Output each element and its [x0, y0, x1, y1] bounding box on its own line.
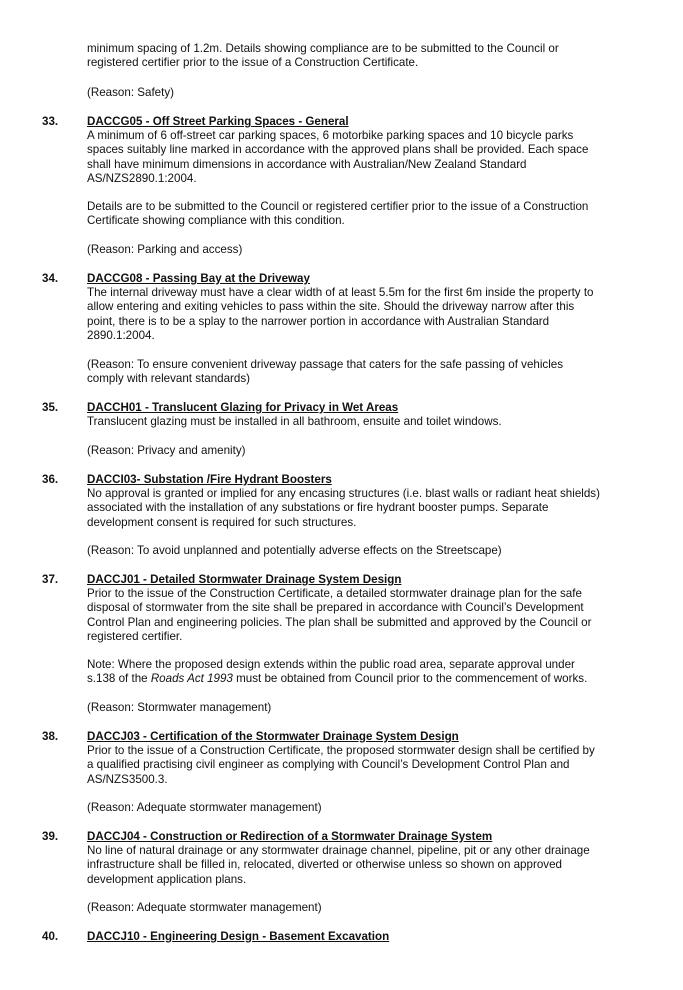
text-line: disposal of stormwater from the site shall be prepared in accordance with Council’s Development — [87, 601, 584, 615]
condition-number: 33. — [42, 115, 59, 128]
condition-reason: (Reason: Stormwater management) — [87, 701, 272, 714]
text-line: development consent is required for such structures. — [87, 515, 357, 529]
note-text: must be obtained from Council prior to the commencement of works. — [232, 672, 588, 686]
text-line: 2890.1:2004. — [87, 329, 155, 343]
text-line: a qualified practising civil engineer as complying with Council’s Development Control Plan and — [87, 758, 570, 772]
condition-note — [87, 658, 647, 687]
text-line — [87, 672, 647, 686]
text-line: allow entering and exiting vehicles to pass within the site. Should the driveway narrow after this — [87, 300, 575, 314]
condition-heading: DACCG05 - Off Street Parking Spaces - General — [87, 115, 349, 128]
text-line: Control Plan and engineering policies. The plan shall be submitted and approved by the Council or — [87, 615, 592, 629]
text-line: development application plans. — [87, 872, 247, 886]
condition-heading: DACCG08 - Passing Bay at the Driveway — [87, 272, 310, 285]
condition-number: 37. — [42, 573, 59, 586]
text-line: shall have minimum dimensions in accordance with Australian/New Zealand Standard — [87, 157, 527, 171]
condition-heading: DACCJ03 - Certification of the Stormwater Drainage System Design — [87, 730, 459, 743]
text-line: Prior to the issue of the Construction Certificate, a detailed stormwater drainage plan for the safe — [87, 587, 582, 600]
condition-number: 40. — [42, 930, 59, 943]
text-line: spaces suitably line marked in accordance with the approved plans shall be provided. Each space — [87, 143, 589, 157]
text-line: A minimum of 6 off-street car parking spaces, 6 motorbike parking spaces and 10 bicycle parks — [87, 129, 574, 142]
condition-body — [87, 587, 647, 645]
condition-reason: (Reason: Privacy and amenity) — [87, 444, 246, 457]
condition-reason: (Reason: To avoid unplanned and potentially adverse effects on the Streetscape) — [87, 544, 502, 557]
text-line: AS/NZS3500.3. — [87, 772, 168, 786]
text-line: (Reason: To ensure convenient driveway passage that caters for the safe passing of vehicles — [87, 358, 564, 371]
condition-number: 34. — [42, 272, 59, 285]
text-line: associated with the installation of any substations or fire hydrant booster pumps. Separate — [87, 501, 549, 515]
condition-body — [87, 200, 647, 229]
condition-body — [87, 286, 647, 344]
condition-reason: (Reason: Adequate stormwater management) — [87, 901, 322, 914]
text-line: Certificate showing compliance with this condition. — [87, 214, 345, 228]
text-line: AS/NZS2890.1:2004. — [87, 172, 197, 186]
condition-body — [87, 415, 647, 429]
text-line: No line of natural drainage or any stormwater drainage channel, pipeline, pit or any other drainage — [87, 844, 590, 857]
text-line: Details are to be submitted to the Council or registered certifier prior to the issue of a Construction — [87, 200, 589, 213]
condition-number: 39. — [42, 830, 59, 843]
text-line: minimum spacing of 1.2m. Details showing compliance are to be submitted to the Council or — [87, 42, 559, 55]
condition-reason: (Reason: Parking and access) — [87, 243, 243, 256]
condition-body — [87, 129, 647, 187]
condition-body — [87, 487, 647, 530]
text-line: registered certifier. — [87, 630, 183, 644]
text-line: Prior to the issue of a Construction Certificate, the proposed stormwater design shall be certified by — [87, 744, 595, 757]
intro-paragraph — [87, 42, 647, 71]
note-text: s.138 of the — [87, 672, 151, 686]
condition-number: 36. — [42, 473, 59, 486]
text-line: No approval is granted or implied for any encasing structures (i.e. blast walls or radiant heat shields) — [87, 487, 600, 500]
condition-reason: (Reason: Adequate stormwater management) — [87, 801, 322, 814]
text-line: registered certifier prior to the issue of a Construction Certificate. — [87, 56, 419, 70]
condition-number: 38. — [42, 730, 59, 743]
condition-heading: DACCJ01 - Detailed Stormwater Drainage System Design — [87, 573, 402, 586]
text-line: The internal driveway must have a clear width of at least 5.5m for the first 6m inside the property to — [87, 286, 594, 299]
act-title: Roads Act 1993 — [150, 672, 233, 686]
text-line: Translucent glazing must be installed in all bathroom, ensuite and toilet windows. — [87, 415, 502, 428]
condition-body — [87, 844, 647, 887]
intro-reason: (Reason: Safety) — [87, 86, 174, 99]
text-line: comply with relevant standards) — [87, 372, 251, 386]
condition-heading: DACCJ04 - Construction or Redirection of a Stormwater Drainage System — [87, 830, 493, 843]
condition-reason — [87, 358, 647, 387]
condition-body — [87, 744, 647, 787]
text-line: infrastructure shall be filled in, relocated, diverted or otherwise unless so shown on approved — [87, 858, 562, 872]
condition-heading: DACCH01 - Translucent Glazing for Privacy in Wet Areas — [87, 401, 399, 414]
condition-heading: DACCJ10 - Engineering Design - Basement Excavation — [87, 930, 390, 943]
text-line: point, there is to be a splay to the narrower portion in accordance with Australian Standard — [87, 314, 550, 328]
condition-heading: DACCI03- Substation /Fire Hydrant Boosters — [87, 473, 332, 486]
condition-number: 35. — [42, 401, 59, 414]
text-line: Note: Where the proposed design extends within the public road area, separate approval under — [87, 658, 575, 671]
